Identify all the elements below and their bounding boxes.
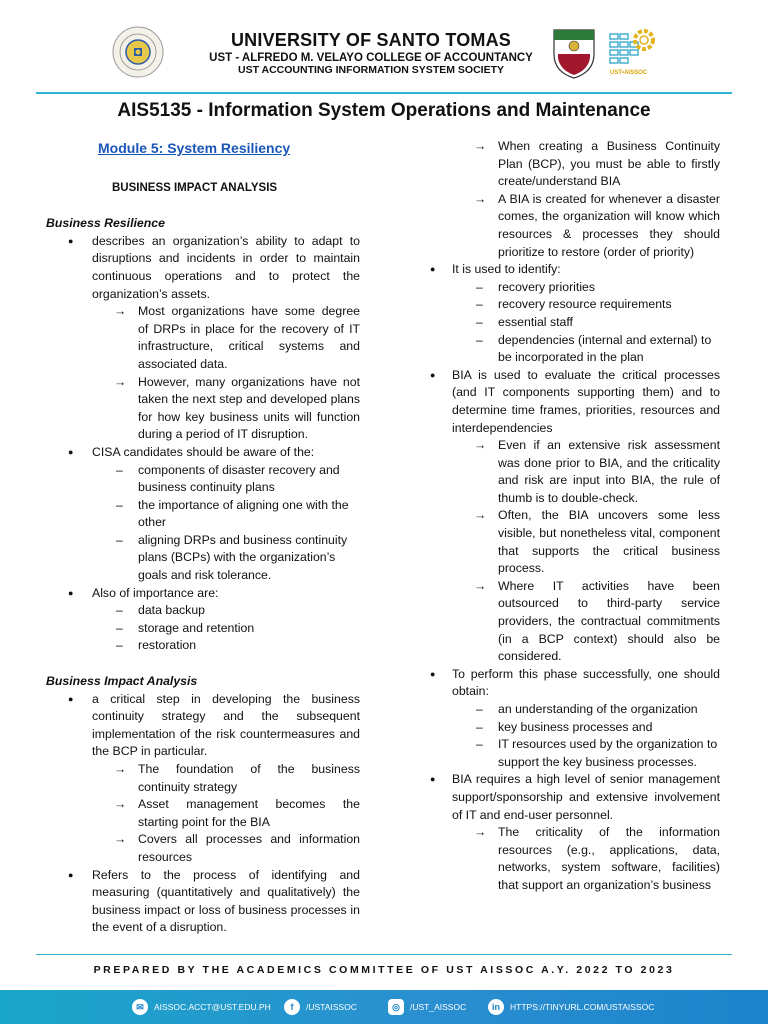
list-item: ● Refers to the process of identifying and measuring (quantitatively and qualitatively) the business impact or loss of business processes in the event of a disruption. [46, 867, 360, 937]
ust-crest-logo [548, 24, 600, 80]
list-item: – key business processes and [422, 719, 720, 737]
facebook-contact[interactable] [284, 999, 357, 1015]
list-item: ● BIA requires a high level of senior management support/sponsorship and extensive involvement of IT and end-user personnel. [422, 771, 720, 824]
list-item: ● describes an organization’s ability to adapt to disruptions and incidents in order to maintain continuous operations and to protect the organization’s assets. [46, 233, 360, 303]
list-item: → Covers all processes and information resources [46, 831, 360, 866]
linkedin-text: HTTPS://TINYURL.COM/USTAISSOC [510, 1002, 655, 1012]
list-item: → Asset management becomes the starting point for the BIA [46, 796, 360, 831]
university-title-block [190, 30, 552, 76]
email-icon: ✉ [132, 999, 148, 1015]
prepared-by-text: PREPARED BY THE ACADEMICS COMMITTEE OF UST AISSOC A.Y. 2022 TO 2023 [93, 964, 675, 976]
course-title: AIS5135 - Information System Operations and Maintenance [117, 100, 651, 121]
university-name: UNIVERSITY OF SANTO TOMAS [230, 30, 512, 50]
society-name: UST ACCOUNTING INFORMATION SYSTEM SOCIETY [237, 64, 504, 76]
list-item: – aligning DRPs and business continuity plans (BCPs) with the organization’s goals and risk tolerance. [46, 532, 360, 585]
linkedin-contact[interactable] [488, 999, 654, 1015]
module-title-link[interactable]: Module 5: System Resiliency [98, 140, 291, 156]
list-item: – restoration [46, 637, 360, 655]
page-header [0, 0, 768, 96]
list-item: – recovery priorities [422, 279, 720, 297]
college-name: UST - ALFREDO M. VELAYO COLLEGE OF ACCOUNTANCY [209, 52, 533, 64]
list-item: – data backup [46, 602, 360, 620]
list-item: – recovery resource requirements [422, 296, 720, 314]
list-item: – IT resources used by the organization to support the key business processes. [422, 736, 720, 771]
list-item: ● To perform this phase successfully, one should obtain: [422, 666, 720, 701]
facebook-text: /USTAISSOC [306, 1002, 357, 1012]
instagram-contact[interactable] [388, 999, 466, 1015]
list-item: → Even if an extensive risk assessment was done prior to BIA, and the criticality and risk are input into BIA, the rule of thumb is to double-check. [422, 437, 720, 507]
list-item: → The foundation of the business continuity strategy [46, 761, 360, 796]
spacer [46, 655, 360, 673]
linkedin-icon: in [488, 999, 504, 1015]
business-impact-analysis-heading: Business Impact Analysis [46, 674, 198, 689]
list-item: – dependencies (internal and external) to be incorporated in the plan [422, 332, 720, 367]
right-column [422, 138, 720, 895]
list-item: → The criticality of the information resources (e.g., applications, data, networks, system software, facilities) that support an organization’s business [422, 824, 720, 894]
list-item: – an understanding of the organization [422, 701, 720, 719]
list-item: ● a critical step in developing the business continuity strategy and the subsequent implementation of the risk countermeasures and the BCP in particular. [46, 691, 360, 761]
list-item: → When creating a Business Continuity Plan (BCP), you must be able to firstly create/understand BIA [422, 138, 720, 191]
left-column [46, 140, 360, 937]
list-item: → Where IT activities have been outsourced to third-party service providers, the contractual commitments (in a BCP context) should also be considered. [422, 578, 720, 666]
aissoc-label: UST•AISSOC [610, 70, 648, 76]
list-item: – components of disaster recovery and business continuity plans [46, 462, 360, 497]
header-divider [36, 92, 732, 94]
list-item: → A BIA is created for whenever a disaster comes, the organization will know which resources & processes they should prioritize to restore (order of priority) [422, 191, 720, 261]
business-resilience-heading: Business Resilience [46, 216, 165, 231]
list-item: ● It is used to identify: [422, 261, 720, 279]
facebook-icon: f [284, 999, 300, 1015]
instagram-text: /UST_AISSOC [410, 1002, 467, 1012]
section-heading: BUSINESS IMPACT ANALYSIS [112, 181, 278, 194]
list-item: → However, many organizations have not taken the next step and developed plans for how key business units will function during a period of IT disruption. [46, 374, 360, 444]
email-text: AISSOC.ACCT@UST.EDU.PH [154, 1002, 271, 1012]
list-item: – essential staff [422, 314, 720, 332]
list-item: ● Also of importance are: [46, 585, 360, 603]
contact-bar [0, 990, 768, 1024]
list-item: ● CISA candidates should be aware of the: [46, 444, 360, 462]
footer-divider [36, 954, 732, 955]
email-contact[interactable] [132, 999, 271, 1015]
list-item: – storage and retention [46, 620, 360, 638]
accountancy-seal-logo [112, 26, 164, 78]
list-item: ● BIA is used to evaluate the critical processes (and IT components supporting them) and to determine time frames, priorities, resources and interdependencies [422, 367, 720, 437]
list-item: – the importance of aligning one with the other [46, 497, 360, 532]
list-item: → Often, the BIA uncovers some less visible, but nonetheless vital, component that supports the critical business process. [422, 507, 720, 577]
list-item: → Most organizations have some degree of DRPs in place for the recovery of IT infrastructure, critical systems and associated data. [46, 303, 360, 373]
instagram-icon: ◎ [388, 999, 404, 1015]
